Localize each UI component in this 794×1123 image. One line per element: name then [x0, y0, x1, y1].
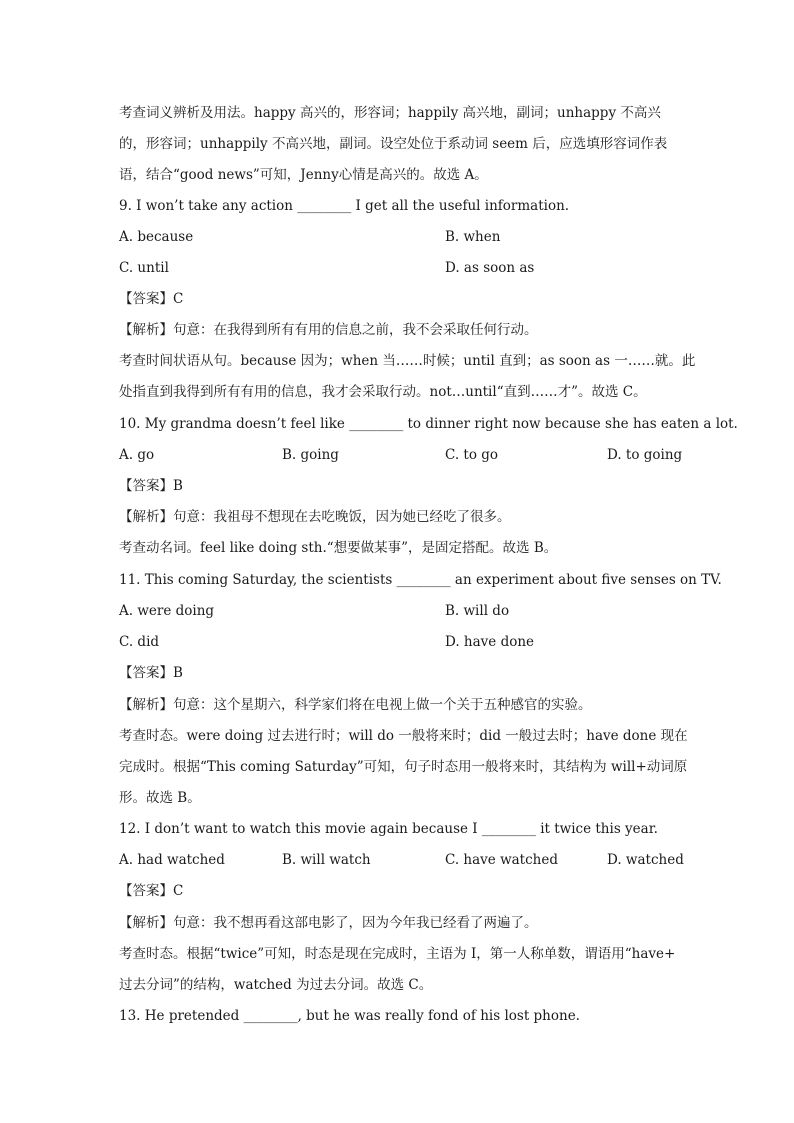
- answer-11: 【答案】B: [119, 665, 183, 681]
- intro-line: 考查词义辨析及用法。happy 高兴的，形容词；happily 高兴地，副词；unhappy 不高兴: [119, 105, 661, 121]
- analysis-11: 【解析】句意：这个星期六，科学家们将在电视上做一个关于五种感官的实验。: [119, 697, 592, 713]
- analysis-12: 考查时态。根据“twice”可知，时态是现在完成时，主语为 I，第一人称单数，谓语用“have+: [119, 946, 676, 962]
- option-12a: A. had watched: [119, 852, 225, 868]
- option-9b: B. when: [445, 229, 501, 245]
- option-10b: B. going: [282, 447, 339, 463]
- analysis-10: 考查动名词。feel like doing sth.“想要做某事”，是固定搭配。故选 B。: [119, 540, 558, 556]
- option-12c: C. have watched: [445, 852, 558, 868]
- question-stem-10: 10. My grandma doesn’t feel like ________ to dinner right now because she has eaten a lot.: [119, 416, 738, 432]
- question-stem-9: 9. I won’t take any action ________ I get all the useful information.: [119, 198, 570, 214]
- option-11d: D. have done: [445, 634, 535, 650]
- option-11a: A. were doing: [119, 603, 215, 619]
- intro-line: 的，形容词；unhappily 不高兴地，副词。设空处位于系动词 seem 后，应选填形容词作表: [119, 136, 668, 152]
- question-stem-12: 12. I don’t want to watch this movie again because I ________ it twice this year.: [119, 821, 658, 837]
- analysis-12: 【解析】句意：我不想再看这部电影了，因为今年我已经看了两遍了。: [119, 915, 538, 931]
- option-12d: D. watched: [607, 852, 684, 868]
- analysis-11: 形。故选 B。: [119, 790, 201, 806]
- analysis-9: 考查时间状语从句。because 因为；when 当……时候；until 直到；as soon as 一……就。此: [119, 353, 696, 369]
- analysis-11: 考查时态。were doing 过去进行时；will do 一般将来时；did 一般过去时；have done 现在: [119, 728, 688, 744]
- option-12b: B. will watch: [282, 852, 371, 868]
- analysis-9: 【解析】句意：在我得到所有有用的信息之前，我不会采取任何行动。: [119, 322, 538, 338]
- intro-line: 语，结合“good news”可知，Jenny心情是高兴的。故选 A。: [119, 167, 488, 183]
- answer-12: 【答案】C: [119, 883, 184, 899]
- analysis-11: 完成时。根据“This coming Saturday”可知，句子时态用一般将来时，其结构为 will+动词原: [119, 759, 688, 775]
- question-stem-13: 13. He pretended ________, but he was really fond of his lost phone.: [119, 1008, 580, 1024]
- analysis-9: 处指直到我得到所有有用的信息，我才会采取行动。not…until“直到……才”。故选 C。: [119, 384, 647, 400]
- answer-10: 【答案】B: [119, 478, 183, 494]
- question-stem-11: 11. This coming Saturday, the scientists ________ an experiment about five senses on TV.: [119, 572, 722, 588]
- option-9c: C. until: [119, 260, 169, 276]
- option-9a: A. because: [119, 229, 194, 245]
- option-11c: C. did: [119, 634, 160, 650]
- option-10c: C. to go: [445, 447, 499, 463]
- option-11b: B. will do: [445, 603, 510, 619]
- option-10d: D. to going: [607, 447, 683, 463]
- answer-9: 【答案】C: [119, 291, 184, 307]
- analysis-12: 过去分词”的结构，watched 为过去分词。故选 C。: [119, 977, 433, 993]
- option-10a: A. go: [119, 447, 155, 463]
- analysis-10: 【解析】句意：我祖母不想现在去吃晚饭，因为她已经吃了很多。: [119, 509, 511, 525]
- option-9d: D. as soon as: [445, 260, 535, 276]
